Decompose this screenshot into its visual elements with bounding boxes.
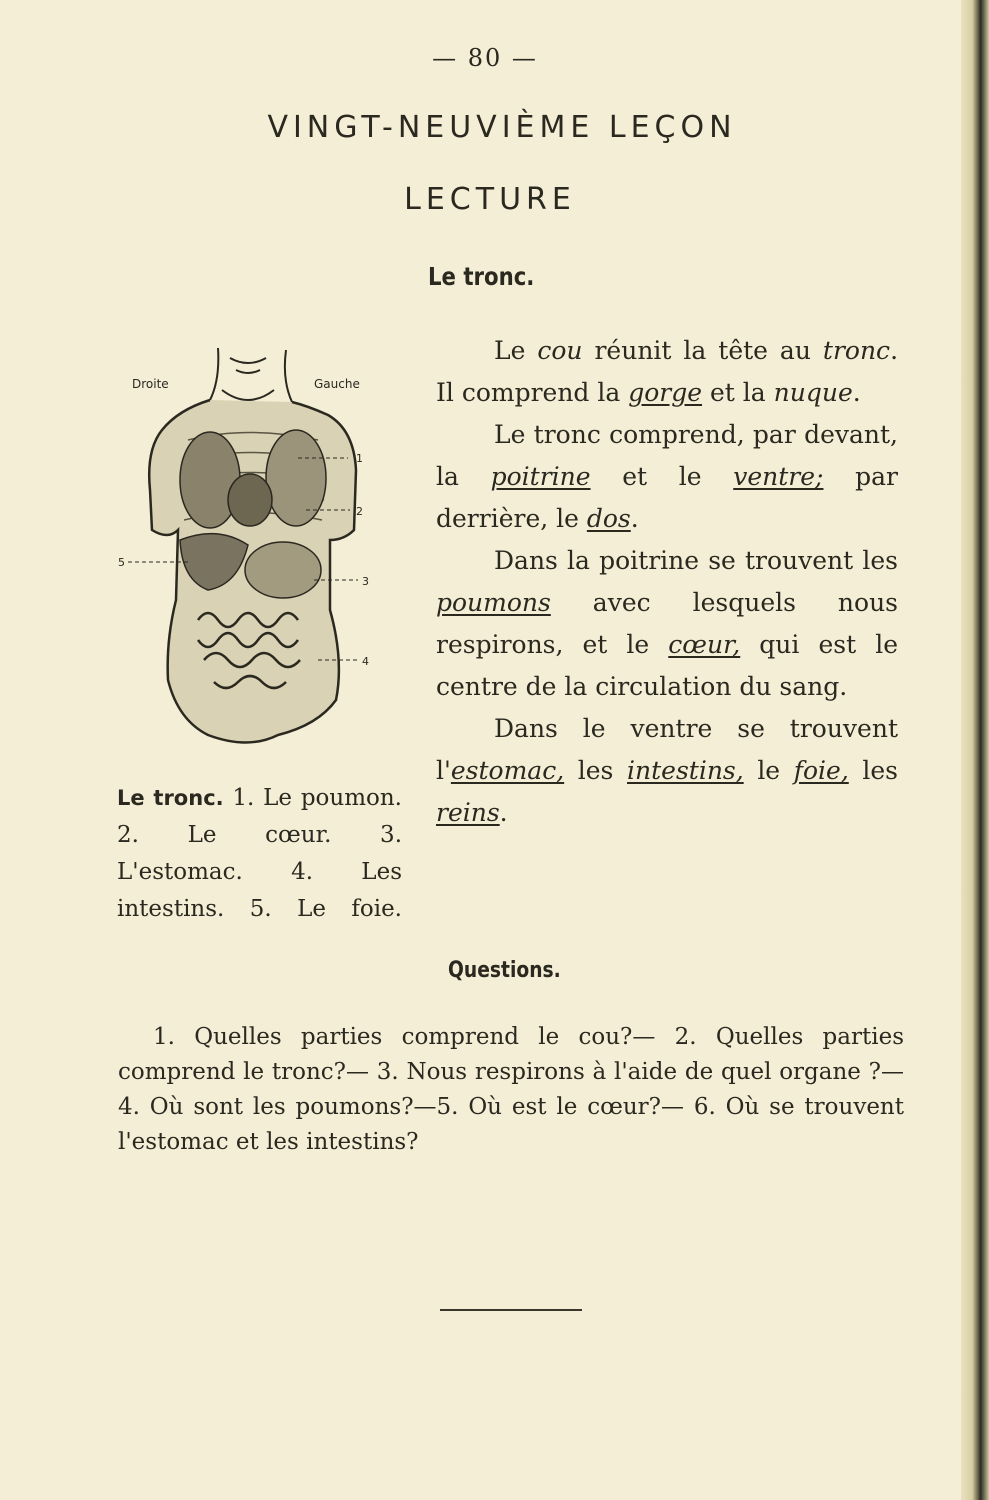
- reading-paragraph-1: Le cou réunit la tête au tronc. Il comprend la gorge et la nuque.: [436, 336, 899, 407]
- figure-label-left: Droite: [132, 377, 169, 391]
- lung-right: [266, 430, 326, 526]
- reading-text: [436, 330, 898, 834]
- figure-caption: [117, 780, 402, 928]
- page-edge: [961, 0, 989, 1500]
- reading-paragraph-3: Dans la poitrine se trouvent les poumons avec lesquels nous respirons, et le cœur, qui est le centre de la circulation du sang.: [436, 546, 898, 701]
- figure-label-right: Gauche: [314, 377, 360, 391]
- trunk-anatomy-figure: [118, 340, 390, 755]
- callout-3: 3: [362, 575, 369, 588]
- callout-2: 2: [356, 505, 363, 518]
- callout-5: 5: [118, 556, 125, 569]
- caption-text: 1. Le poumon. 2. Le cœur. 3. L'estomac. 4. Les intestins. 5. Le foie.: [117, 785, 402, 922]
- face-chin: [222, 358, 274, 400]
- reading-paragraph-2: Le tronc comprend, par devant, la poitrine et le ventre; par derrière, le dos.: [436, 420, 898, 533]
- heart: [228, 474, 272, 526]
- questions-title: Questions.: [448, 958, 561, 983]
- callout-4: 4: [362, 655, 369, 668]
- section-title: LECTURE: [404, 182, 576, 217]
- lesson-title: VINGT-NEUVIÈME LEÇON: [267, 110, 737, 145]
- callout-1: 1: [356, 452, 363, 465]
- section-divider: [440, 1309, 582, 1311]
- reading-title: Le tronc.: [428, 262, 535, 291]
- reading-paragraph-4: Dans le ventre se trouvent l'estomac, les intestins, le foie, les reins.: [436, 714, 898, 827]
- questions-text: 1. Quelles parties comprend le cou?— 2. Quelles parties comprend le tronc?— 3. Nous respirons à l'aide de quel organe ?—4. Où sont les poumons?—5. Où est le cœur?— 6. Où se trouvent l'estomac et les intestins?: [118, 1024, 904, 1155]
- neck-outline: [210, 348, 292, 402]
- caption-lead: Le tronc.: [117, 786, 224, 810]
- stomach: [245, 542, 321, 598]
- page-number: — 80 —: [432, 44, 538, 72]
